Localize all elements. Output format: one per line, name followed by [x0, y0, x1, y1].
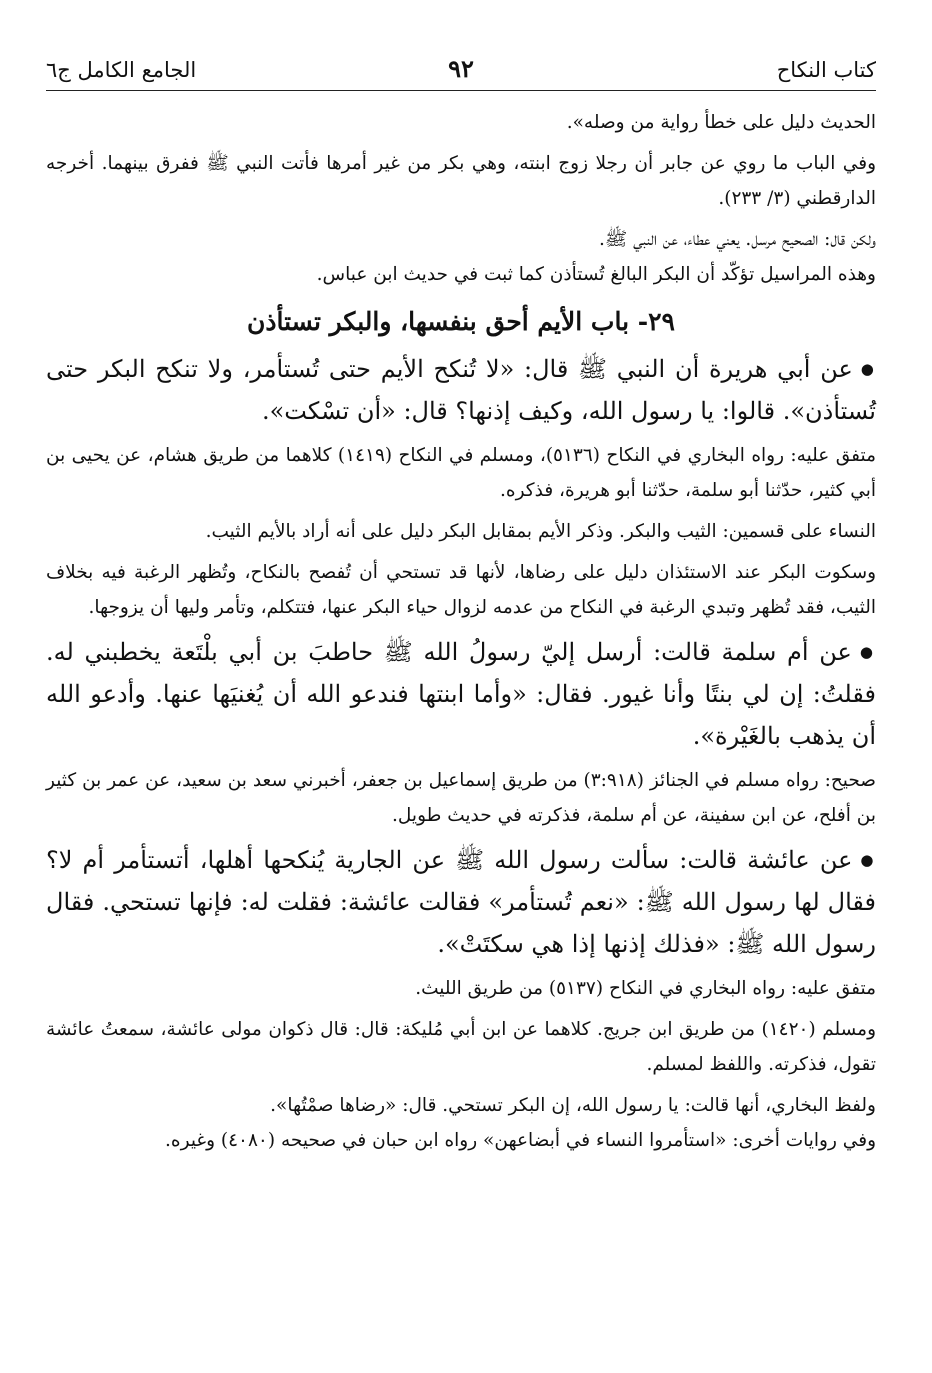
page-header: [46, 50, 876, 91]
commentary-paragraph: متفق عليه: رواه البخاري في النكاح (٥١٣٧) من طريق الليث.: [415, 978, 876, 999]
commentary-paragraph: صحيح: رواه مسلم في الجنائز (٣:٩١٨) من طريق إسماعيل بن جعفر، أخبرني سعد بن سعيد، عن عمر بن كثير بن أفلح، عن ابن سفينة، عن أم سلمة، فذكرته في حديث طويل.: [46, 770, 876, 826]
page-number: ٩٢: [448, 54, 474, 83]
hadith-paragraph: ● عن عائشة قالت: سألت رسول الله ﷺ عن الجارية يُنكحها أهلها، أتستأمر أم لا؟ فقال لها رسول الله ﷺ: «نعم تُستأمر» فقالت عائشة: فقلت له: فإنها تستحي. فقال رسول الله ﷺ: «فذلك إذنها إذا هي سكتَتْ».: [46, 839, 876, 965]
paragraph: وفي الباب ما روي عن جابر أن رجلا زوج ابنته، وهي بكر من غير أمرها فأتت النبي ﷺ ففرق بينهما. أخرجه الدارقطني (٣/ ٢٣٣).: [46, 153, 876, 209]
paragraph: ولكن قال: الصحيح مرسل. يعني عطاء، عن النبي ﷺ.: [598, 229, 876, 250]
paragraph: وهذه المراسيل تؤكّد أن البكر البالغ تُستأذن كما ثبت في حديث ابن عباس.: [316, 264, 876, 285]
header-volume-title: الجامع الكامل ج٦: [46, 58, 197, 82]
hadith-paragraph: ● عن أبي هريرة أن النبي ﷺ قال: «لا تُنكح الأيم حتى تُستأمر، ولا تنكح البكر حتى تُستأذن». قالوا: يا رسول الله، وكيف إذنها؟ قال: «أن تسْكت».: [46, 348, 876, 432]
chapter-title: ٢٩- باب الأيم أحق بنفسها، والبكر تستأذن: [247, 307, 675, 336]
header-book-title: كتاب النكاح: [776, 58, 876, 82]
commentary-paragraph: النساء على قسمين: الثيب والبكر. وذكر الأيم بمقابل البكر دليل على أنه أراد بالأيم الثيب.: [205, 521, 876, 542]
paragraph: الحديث دليل على خطأ رواية من وصله».: [566, 112, 876, 133]
commentary-paragraph: وفي روايات أخرى: «استأمروا النساء في أبضاعهن» رواه ابن حبان في صحيحه (٤٠٨٠) وغيره.: [165, 1130, 876, 1151]
commentary-paragraph: ومسلم (١٤٢٠) من طريق ابن جريج. كلاهما عن ابن أبي مُليكة: قال: قال ذكوان مولى عائشة، سمعتُ عائشة تقول، فذكرته. واللفظ لمسلم.: [46, 1019, 876, 1075]
hadith-paragraph: ● عن أم سلمة قالت: أرسل إليّ رسولُ الله ﷺ حاطبَ بن أبي بلْتَعة يخطبني له. فقلتُ: إن لي بنتًا وأنا غيور. فقال: «وأما ابنتها فندعو الله أن يُغنيَها عنها. وأدعو الله أن يذهب بالغَيْرة».: [46, 631, 876, 757]
commentary-paragraph: متفق عليه: رواه البخاري في النكاح (٥١٣٦)، ومسلم في النكاح (١٤١٩) كلاهما من طريق هشام، عن يحيى بن أبي كثير، حدّثنا أبو سلمة، حدّثنا أبو هريرة، فذكره.: [46, 445, 876, 501]
commentary-paragraph: ولفظ البخاري، أنها قالت: يا رسول الله، إن البكر تستحي. قال: «رضاها صمْتُها».: [270, 1095, 876, 1116]
document-page: [46, 50, 876, 1158]
commentary-paragraph: وسكوت البكر عند الاستئذان دليل على رضاها، لأنها قد تستحي أن تُفصح بالنكاح، وتُظهر الرغبة فيه بخلاف الثيب، فقد تُظهر وتبدي الرغبة في النكاح من عدمه لزوال حياء البكر عنها، فتتكلم، وتأمر وليها أن يزوجها.: [46, 562, 876, 618]
